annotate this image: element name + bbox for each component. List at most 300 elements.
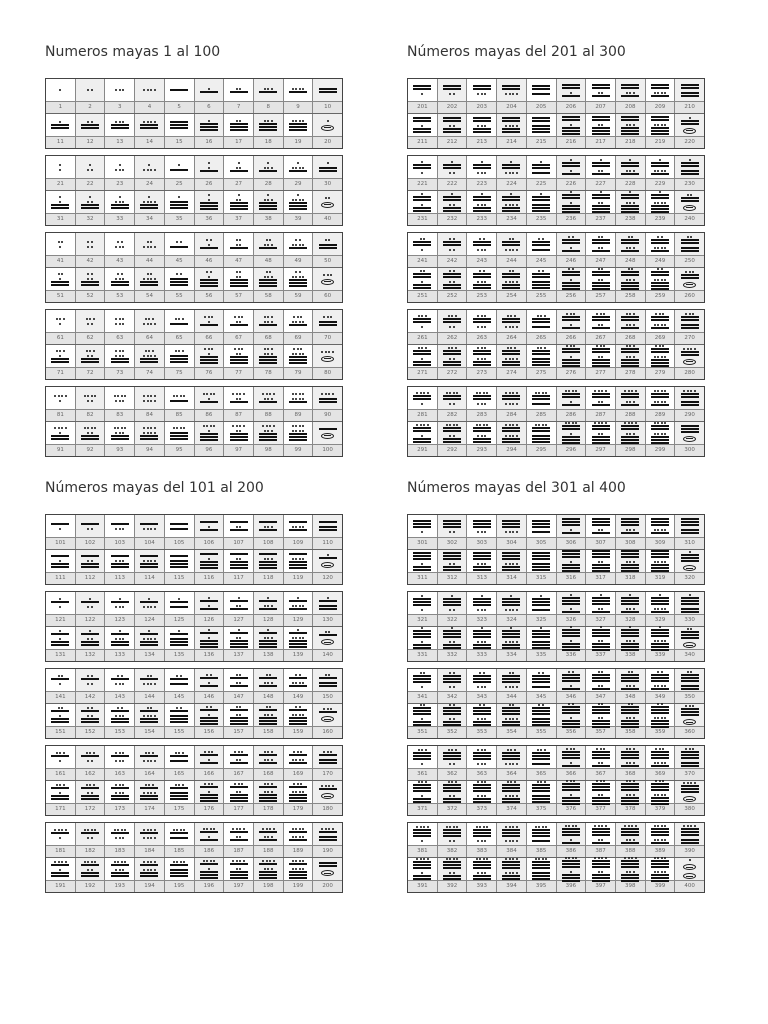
maya-digit <box>683 642 696 648</box>
bar-icon <box>319 754 337 756</box>
maya-numeral <box>589 312 612 330</box>
dot-group <box>175 784 184 786</box>
bar-icon <box>289 439 307 441</box>
maya-digit <box>170 707 188 712</box>
maya-digit <box>681 401 699 406</box>
bar-icon <box>259 202 277 204</box>
maya-digit <box>473 520 491 528</box>
dot-icon <box>516 435 518 437</box>
bar-icon <box>443 353 461 355</box>
dot-icon <box>122 121 124 123</box>
dot-icon <box>598 124 600 126</box>
glyph-cell <box>283 669 313 691</box>
dot-icon <box>271 759 273 761</box>
bar-icon <box>443 647 461 649</box>
dot-icon <box>210 674 212 676</box>
maya-digit <box>259 398 277 403</box>
dot-icon <box>119 752 121 754</box>
dot-group <box>509 704 515 706</box>
maya-numeral <box>198 594 221 612</box>
dot-icon <box>420 392 422 394</box>
dot-icon <box>453 326 455 328</box>
bar-icon <box>259 646 277 648</box>
bar-icon <box>592 362 610 364</box>
dot-icon <box>154 121 156 123</box>
glyph-cell <box>283 515 313 537</box>
maya-digit <box>592 116 610 121</box>
maya-digit <box>289 558 307 569</box>
bar-icon <box>532 686 550 688</box>
dot-icon <box>208 714 210 716</box>
dot-icon <box>143 837 145 839</box>
dot-group <box>143 829 156 831</box>
number-label: 28 <box>253 179 283 190</box>
dot-icon <box>208 759 210 761</box>
glyph-cell <box>526 704 556 726</box>
bar-icon <box>259 282 277 284</box>
bar-icon <box>443 633 461 635</box>
dot-icon <box>299 321 301 323</box>
maya-numeral <box>168 116 191 134</box>
maya-digit <box>259 682 277 687</box>
maya-digit <box>505 93 518 95</box>
maya-numeral <box>678 629 701 647</box>
number-label: 58 <box>253 291 283 302</box>
number-label: 204 <box>496 102 526 113</box>
dot-icon <box>516 403 518 405</box>
dot-icon <box>661 671 663 673</box>
maya-digit <box>532 609 550 611</box>
maya-digit <box>170 829 188 834</box>
dot-group <box>115 432 124 434</box>
dot-icon <box>512 172 514 174</box>
bar-icon <box>473 199 491 201</box>
dot-group <box>115 869 124 871</box>
dot-icon <box>601 671 603 673</box>
dot-group <box>54 861 67 863</box>
dot-icon <box>657 279 659 281</box>
maya-digit <box>319 751 337 756</box>
dot-group <box>264 868 273 870</box>
dot-icon <box>94 861 96 863</box>
maya-numeral <box>619 552 642 570</box>
glyph-cell <box>75 345 105 367</box>
maya-numeral <box>470 706 493 724</box>
maya-numeral <box>227 825 250 843</box>
maya-numeral <box>500 706 523 724</box>
bar-icon <box>562 754 580 756</box>
dot-icon <box>119 715 121 717</box>
bar-icon <box>443 321 461 323</box>
number-label: 87 <box>223 410 253 421</box>
maya-numeral <box>500 193 523 211</box>
number-label: 341 <box>417 694 428 700</box>
maya-numeral <box>49 235 72 253</box>
dot-icon <box>427 424 429 426</box>
maya-digit <box>421 609 423 611</box>
dot-icon <box>117 707 119 709</box>
maya-numeral <box>470 552 493 570</box>
dot-group <box>624 422 637 424</box>
dot-icon <box>299 425 301 427</box>
dot-icon <box>540 193 542 195</box>
number-label: 33 <box>104 214 134 225</box>
dot-icon <box>509 609 511 611</box>
bar-icon <box>502 120 520 122</box>
dot-icon <box>299 199 301 201</box>
shell-zero-icon <box>683 719 696 725</box>
dot-icon <box>327 708 329 710</box>
dot-icon <box>154 869 156 871</box>
glyph-cell <box>408 268 437 290</box>
bar-icon <box>621 521 639 523</box>
number-label: 100 <box>312 445 342 456</box>
dot-icon <box>271 244 273 246</box>
dot-group <box>292 244 305 246</box>
maya-digit <box>319 828 337 833</box>
dot-group <box>175 752 184 754</box>
dot-group <box>59 792 61 794</box>
bar-icon <box>562 425 580 427</box>
number-label: 238 <box>615 214 645 225</box>
glyph-cell <box>164 387 194 409</box>
dot-icon <box>481 93 483 95</box>
maya-digit <box>319 836 337 841</box>
glyph-cell <box>674 627 704 649</box>
bar-icon <box>473 131 491 133</box>
bar-icon <box>230 608 248 610</box>
dot-icon <box>542 424 544 426</box>
dot-icon <box>59 246 61 248</box>
dot-icon <box>61 427 63 429</box>
glyph-cell <box>466 156 496 178</box>
bar-icon <box>51 566 69 568</box>
dot-icon <box>661 390 663 392</box>
bar-icon <box>681 524 699 526</box>
dot-icon <box>509 763 511 765</box>
dot-group <box>477 326 486 328</box>
bar-icon <box>170 787 188 789</box>
maya-numeral <box>198 270 221 288</box>
glyph-cell <box>645 627 675 649</box>
bar-icon <box>259 567 277 569</box>
maya-numeral <box>257 671 280 689</box>
number-label: 194 <box>134 881 164 892</box>
maya-digit <box>621 84 639 89</box>
dot-icon <box>453 672 455 674</box>
number-label: 102 <box>75 538 105 549</box>
maya-digit <box>651 159 669 167</box>
number-row <box>46 137 342 148</box>
bar-icon <box>443 755 461 757</box>
bar-icon <box>289 800 307 802</box>
dot-group <box>117 273 123 275</box>
dot-icon <box>117 861 119 863</box>
glyph-cell <box>408 191 437 213</box>
dot-icon <box>295 276 297 278</box>
bar-icon <box>621 271 639 273</box>
bar-icon <box>413 566 431 568</box>
dot-group <box>297 194 299 196</box>
dot-icon <box>323 751 325 753</box>
number-label: 17 <box>223 137 253 148</box>
dot-icon <box>601 561 603 563</box>
dot-icon <box>299 706 301 708</box>
dot-group <box>115 400 124 402</box>
dot-icon <box>628 422 630 424</box>
dot-icon <box>148 164 150 166</box>
maya-numeral <box>79 594 102 612</box>
dot-group <box>421 249 423 251</box>
dot-icon <box>91 715 93 717</box>
dot-icon <box>626 762 628 764</box>
maya-digit <box>259 828 277 833</box>
dot-icon <box>299 605 301 607</box>
number-label: 1 <box>58 104 63 110</box>
bar-icon <box>621 84 639 86</box>
glyph-cell <box>615 79 645 101</box>
bar-icon <box>443 210 461 212</box>
dot-icon <box>238 629 240 631</box>
bar-icon <box>473 276 491 278</box>
dot-icon <box>119 792 121 794</box>
number-label: 303 <box>466 538 496 549</box>
bar-icon <box>81 864 99 866</box>
glyph-cell <box>223 592 253 614</box>
bar-icon <box>621 751 639 753</box>
dot-group <box>206 271 212 273</box>
bar-icon <box>562 611 580 613</box>
dot-icon <box>59 784 61 786</box>
maya-digit <box>145 318 154 320</box>
maya-numeral <box>649 748 672 766</box>
glyph-cell <box>615 592 645 614</box>
dot-group <box>236 637 242 639</box>
glyph-cell <box>223 387 253 409</box>
dot-group <box>477 403 486 405</box>
bar-icon <box>532 284 550 286</box>
maya-numeral <box>79 552 102 570</box>
dot-group <box>628 236 634 238</box>
dot-icon <box>626 279 628 281</box>
maya-digit <box>532 93 550 95</box>
bar-icon <box>651 553 669 555</box>
maya-numeral <box>257 517 280 535</box>
maya-digit <box>200 836 218 841</box>
dot-icon <box>477 686 479 688</box>
dot-icon <box>143 792 145 794</box>
dot-icon <box>328 239 330 241</box>
bar-icon <box>111 864 129 866</box>
glyph-cell <box>283 345 313 367</box>
maya-numeral <box>257 706 280 724</box>
maya-numeral <box>108 748 131 766</box>
maya-numeral <box>79 424 102 442</box>
dot-icon <box>239 167 241 169</box>
maya-numeral <box>198 783 221 801</box>
bar-icon <box>140 207 158 209</box>
maya-digit <box>143 606 156 608</box>
bar-icon <box>562 162 580 164</box>
maya-numeral <box>79 235 102 253</box>
dot-group <box>234 348 243 350</box>
dot-icon <box>264 836 266 838</box>
dot-icon <box>629 608 631 610</box>
bar-icon <box>681 351 699 353</box>
number-label: 92 <box>75 445 105 456</box>
dot-icon <box>115 201 117 203</box>
maya-digit <box>592 685 610 690</box>
dot-icon <box>147 355 149 357</box>
dot-group <box>84 861 97 863</box>
maya-digit <box>200 629 218 634</box>
glyph-cell <box>437 704 467 726</box>
dot-group <box>626 356 635 358</box>
bar-icon <box>562 87 580 89</box>
dot-group <box>267 629 269 631</box>
glyph-cell <box>496 345 526 367</box>
maya-digit <box>170 598 188 603</box>
dot-group <box>143 869 156 871</box>
bar-icon <box>111 438 129 440</box>
dot-group <box>115 715 124 717</box>
bar-icon <box>473 724 491 726</box>
dot-icon <box>241 316 243 318</box>
maya-digit <box>115 350 124 352</box>
dot-group <box>208 120 210 122</box>
bar-icon <box>562 271 580 273</box>
dot-icon <box>154 432 156 434</box>
dot-icon <box>505 435 507 437</box>
number-label: 101 <box>55 540 66 546</box>
dot-icon <box>178 164 180 166</box>
maya-digit <box>259 553 277 555</box>
glyph-cell <box>104 746 134 768</box>
dot-group <box>596 345 605 347</box>
glyph-cell <box>104 515 134 537</box>
maya-digit <box>443 641 461 649</box>
bar-icon <box>502 164 520 166</box>
number-label: 323 <box>466 615 496 626</box>
maya-digit <box>200 88 218 93</box>
maya-digit <box>319 674 337 679</box>
bar-icon <box>111 124 129 126</box>
glyph-cell <box>283 858 313 880</box>
maya-digit <box>651 191 669 199</box>
dot-icon <box>477 315 479 317</box>
maya-digit <box>230 526 248 531</box>
number-label: 88 <box>253 410 283 421</box>
maya-numeral <box>287 748 310 766</box>
glyph-cell <box>283 156 313 178</box>
number-label: 255 <box>526 291 556 302</box>
dot-icon <box>516 609 518 611</box>
dot-icon <box>477 249 479 251</box>
glyph-cell <box>104 310 134 332</box>
dot-icon <box>449 672 451 674</box>
number-label: 120 <box>312 573 342 584</box>
dot-group <box>234 751 243 753</box>
dot-icon <box>633 92 635 94</box>
maya-digit <box>59 169 61 171</box>
number-label: 140 <box>312 650 342 661</box>
maya-digit <box>473 270 491 278</box>
dot-icon <box>629 124 631 126</box>
dot-group <box>568 671 574 673</box>
bar-icon <box>230 600 248 602</box>
number-label: 316 <box>556 573 586 584</box>
number-label: 309 <box>645 538 675 549</box>
dot-icon <box>486 392 488 394</box>
dot-group <box>87 707 93 709</box>
bar-icon <box>443 318 461 320</box>
dot-icon <box>456 392 458 394</box>
dot-icon <box>239 828 241 830</box>
bar-icon <box>443 644 461 646</box>
dot-group <box>59 196 61 198</box>
dot-icon <box>481 249 483 251</box>
bar-icon <box>532 395 550 397</box>
dot-group <box>56 350 65 352</box>
maya-digit <box>170 837 188 839</box>
dot-group <box>600 626 602 628</box>
dot-icon <box>451 595 453 597</box>
bar-icon <box>502 210 520 212</box>
bar-icon <box>140 438 158 440</box>
dot-icon <box>516 531 518 533</box>
dot-icon <box>299 430 301 432</box>
glyph-cell <box>283 550 313 572</box>
bar-icon <box>259 247 277 249</box>
dot-icon <box>664 561 666 563</box>
dot-icon <box>689 271 691 273</box>
bar-icon <box>170 864 188 866</box>
dot-icon <box>59 323 61 325</box>
maya-numeral <box>198 706 221 724</box>
dot-icon <box>481 763 483 765</box>
number-label: 49 <box>283 256 313 267</box>
dot-group <box>416 424 429 426</box>
dot-icon <box>692 313 694 315</box>
maya-digit <box>200 430 218 441</box>
dot-icon <box>264 167 266 169</box>
number-label: 98 <box>253 445 283 456</box>
dot-group <box>570 356 572 358</box>
dot-group <box>654 640 667 642</box>
maya-digit <box>651 116 669 121</box>
dot-icon <box>299 674 301 676</box>
dot-group <box>449 531 455 533</box>
dot-group <box>232 828 245 830</box>
number-label: 20 <box>312 137 342 148</box>
maya-digit <box>681 529 699 534</box>
bar-icon <box>532 710 550 712</box>
bar-icon <box>289 794 307 796</box>
maya-digit <box>477 172 486 174</box>
maya-digit <box>200 605 218 610</box>
bar-icon <box>532 441 550 443</box>
maya-numeral <box>79 270 102 288</box>
glyph-cell <box>674 191 704 213</box>
number-row <box>46 291 342 302</box>
number-row <box>46 846 342 858</box>
maya-digit <box>200 558 218 569</box>
maya-digit <box>502 315 520 323</box>
bar-icon <box>230 362 248 364</box>
glyph-cell <box>585 114 615 136</box>
bar-icon <box>592 524 610 526</box>
maya-digit <box>319 398 337 403</box>
